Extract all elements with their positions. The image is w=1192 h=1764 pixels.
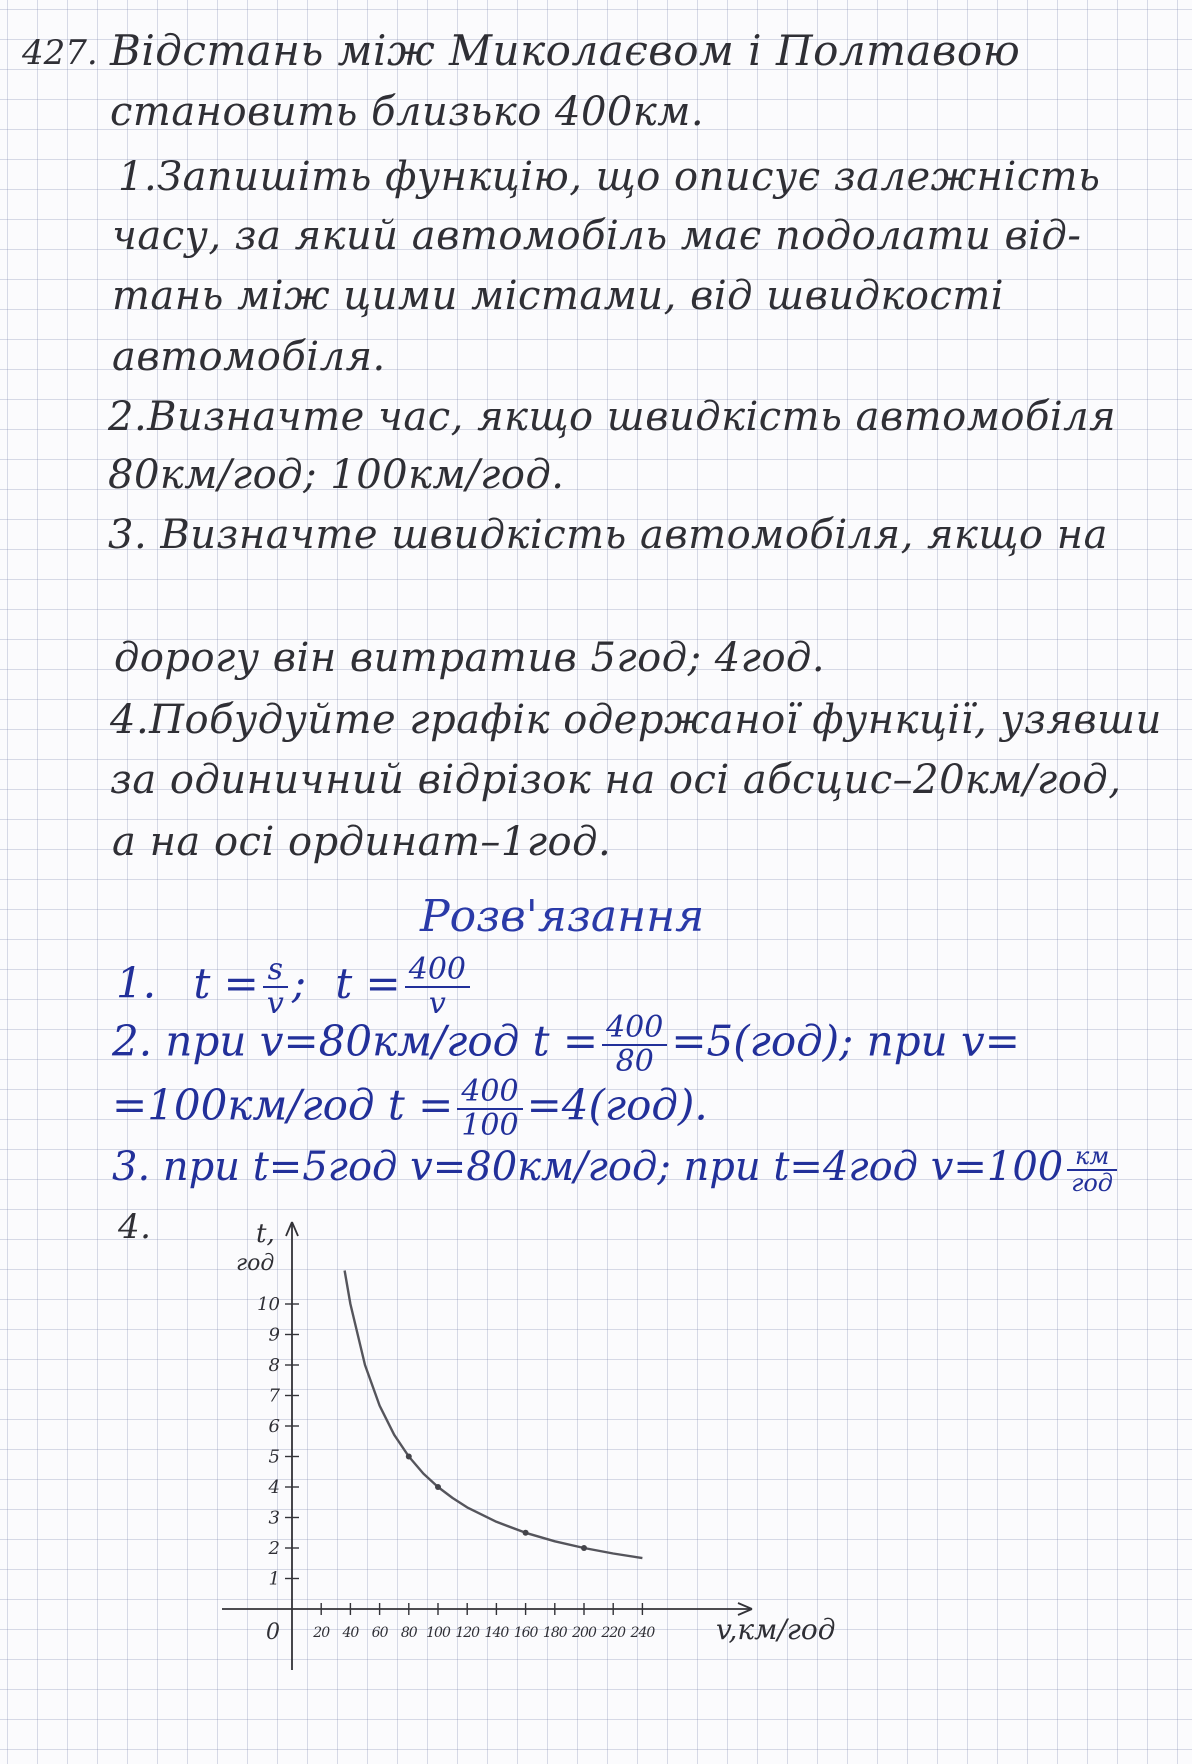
y-tick-label-6: 6	[268, 1416, 280, 1437]
x-tick-label-60: 60	[371, 1625, 388, 1641]
x-tick-label-200: 200	[572, 1625, 596, 1641]
step-2-text-c: =100км/год t =	[112, 1080, 454, 1130]
question-2-line-2: 80км/год; 100км/год.	[108, 452, 565, 498]
origin-label: 0	[266, 1620, 280, 1645]
step-1-formula-b: t =	[335, 958, 401, 1008]
step-3-text: 3. при t=5год v=80км/год; при t=4год v=100	[112, 1144, 1064, 1191]
x-tick-label-180: 180	[542, 1625, 567, 1641]
y-tick-label-3: 3	[268, 1507, 280, 1529]
step-2-text-a: 2. при v=80км/год t =	[112, 1016, 599, 1066]
hyperbola-curve	[345, 1271, 643, 1559]
question-1-line-4: автомобіля.	[112, 334, 386, 380]
x-tick-label-120: 120	[455, 1625, 480, 1641]
point-200	[581, 1545, 587, 1551]
fraction-numerator: 400	[602, 1012, 667, 1046]
question-3-line-2: дорогу він витратив 5год; 4год.	[114, 635, 826, 681]
axes	[222, 1222, 752, 1670]
fraction-denominator: v	[428, 985, 446, 1021]
fraction-denominator: v	[266, 985, 284, 1021]
point-100	[435, 1484, 441, 1490]
step-1-separator: ;	[291, 958, 306, 1008]
step-1-label: 1.	[116, 958, 157, 1008]
fraction-denominator: год	[1071, 1169, 1114, 1198]
step-1-formula-a: t =	[193, 958, 259, 1008]
point-80	[406, 1454, 412, 1460]
fraction-numerator: км	[1067, 1144, 1117, 1171]
question-4-line-1: 4.Побудуйте графік одержаної функції, узявши	[110, 697, 1162, 743]
curve-group	[345, 1271, 643, 1559]
fraction-numerator: s	[263, 954, 288, 988]
question-4-line-3: а на осі ординат–1год.	[112, 819, 612, 865]
x-tick-label-100: 100	[426, 1625, 450, 1641]
axis-labels	[236, 1219, 836, 1646]
problem-number: 427.	[22, 33, 98, 73]
fraction-denominator: 100	[461, 1107, 519, 1143]
question-1-line-2: часу, за який автомобіль має подолати від-	[112, 213, 1082, 259]
problem-line-1: Відстань між Миколаєвом і Полтавою	[110, 26, 1021, 75]
point-160	[523, 1530, 529, 1536]
question-3-line-1: 3. Визначте швидкість автомобіля, якщо на	[108, 512, 1108, 558]
fraction-numerator: 400	[457, 1076, 522, 1110]
x-tick-label-220: 220	[601, 1625, 626, 1641]
x-tick-label-20: 20	[313, 1625, 330, 1641]
x-tick-label-160: 160	[513, 1625, 538, 1641]
y-tick-label-10: 10	[257, 1294, 280, 1315]
y-tick-label-7: 7	[268, 1385, 280, 1407]
x-tick-label-80: 80	[400, 1625, 417, 1641]
question-2-line-1: 2.Визначте час, якщо швидкість автомобіля	[108, 394, 1117, 440]
question-4-line-2: за одиничний відрізок на осі абсцис–20км/год,	[110, 757, 1122, 803]
fraction-numerator: 400	[405, 954, 470, 988]
y-axis-label-line-2: год	[236, 1251, 275, 1276]
x-tick-label-240: 240	[630, 1625, 655, 1641]
y-axis-label-line-1: t,	[256, 1219, 275, 1249]
y-tick-label-4: 4	[268, 1477, 280, 1498]
y-tick-label-9: 9	[268, 1324, 280, 1346]
solution-title: Розв'язання	[420, 891, 705, 942]
fraction-denominator: 80	[615, 1043, 654, 1079]
x-tick-label-140: 140	[484, 1625, 509, 1641]
y-tick-label-5: 5	[268, 1446, 280, 1468]
question-1-line-3: тань між цими містами, від швидкості	[112, 273, 1005, 319]
y-tick-label-8: 8	[268, 1355, 280, 1376]
problem-line-2: становить близько 400км.	[110, 89, 705, 135]
question-1-line-1: 1.Запишіть функцію, що описує залежність	[118, 154, 1101, 200]
step-2-text-b: =5(год); при v=	[671, 1016, 1020, 1066]
x-tick-label-40: 40	[342, 1625, 359, 1641]
x-axis-label: v,км/год	[716, 1613, 836, 1646]
y-tick-label-2: 2	[268, 1538, 280, 1559]
step-2-text-d: =4(год).	[526, 1080, 708, 1130]
y-tick-label-1: 1	[268, 1568, 280, 1590]
ticks	[285, 1304, 642, 1615]
solution-step-4-label: 4.	[118, 1207, 152, 1247]
